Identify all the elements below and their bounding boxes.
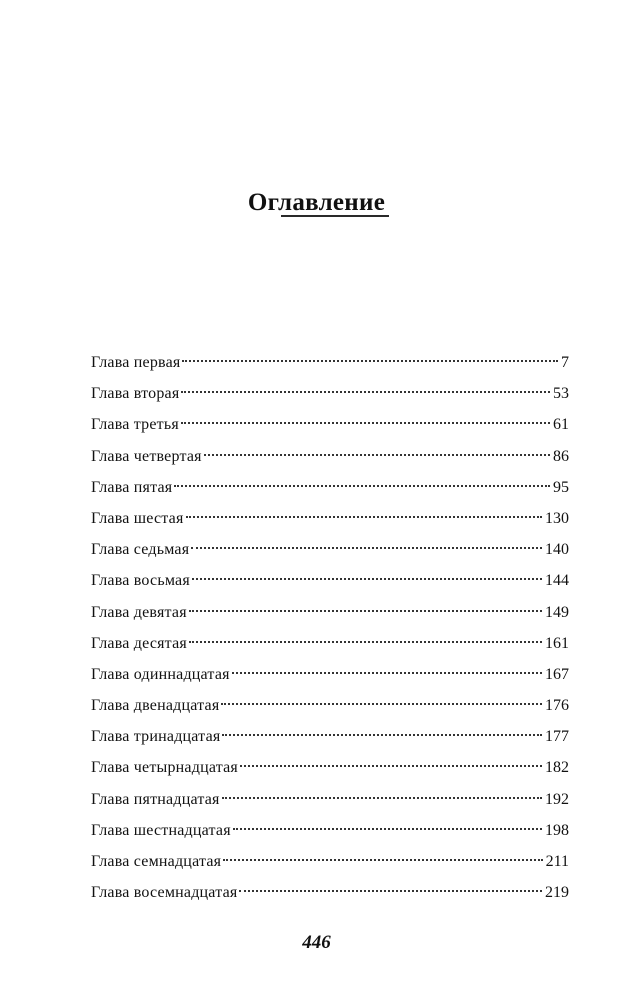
toc-entry-4[interactable] <box>91 441 569 472</box>
toc-entry-page-number: 177 <box>545 728 569 746</box>
toc-entry-page-number: 61 <box>553 416 569 434</box>
page-number: 446 <box>302 932 331 953</box>
table-of-contents <box>91 347 569 908</box>
dot-leader <box>239 890 542 892</box>
toc-entry-page-number: 149 <box>545 603 569 621</box>
toc-entry-page-number: 198 <box>545 821 569 839</box>
toc-entry-11[interactable] <box>91 659 569 690</box>
toc-entry-label: Глава шестнадцатая <box>91 821 231 839</box>
toc-entry-13[interactable] <box>91 721 569 752</box>
toc-entry-5[interactable] <box>91 472 569 503</box>
dot-leader <box>186 516 542 518</box>
toc-entry-1[interactable] <box>91 347 569 378</box>
toc-entry-15[interactable] <box>91 784 569 815</box>
dot-leader <box>222 797 542 799</box>
toc-entry-label: Глава первая <box>91 354 181 371</box>
toc-entry-label: Глава четвертая <box>91 447 202 465</box>
dot-leader <box>181 422 550 424</box>
dot-leader <box>240 765 542 767</box>
dot-leader <box>189 610 542 612</box>
toc-entry-label: Глава восьмая <box>91 572 190 590</box>
toc-entry-18[interactable] <box>91 877 569 908</box>
toc-entry-page-number: 7 <box>561 354 569 371</box>
toc-entry-label: Глава седьмая <box>91 541 190 559</box>
dot-leader <box>221 703 542 705</box>
toc-entry-label: Глава четырнадцатая <box>91 759 238 777</box>
toc-entry-label: Глава третья <box>91 416 179 434</box>
toc-entry-page-number: 53 <box>553 385 569 403</box>
dot-leader <box>181 391 550 393</box>
toc-entry-page-number: 176 <box>545 697 569 715</box>
toc-entry-page-number: 140 <box>545 541 569 559</box>
toc-entry-9[interactable] <box>91 597 569 628</box>
toc-entry-page-number: 95 <box>553 478 569 496</box>
toc-entry-3[interactable] <box>91 409 569 440</box>
toc-entry-page-number: 182 <box>545 759 569 777</box>
toc-entry-page-number: 192 <box>545 790 569 808</box>
toc-entry-page-number: 211 <box>545 853 569 870</box>
toc-entry-8[interactable] <box>91 565 569 596</box>
toc-entry-label: Глава пятая <box>91 478 173 496</box>
toc-entry-page-number: 219 <box>545 884 569 902</box>
toc-entry-12[interactable] <box>91 690 569 721</box>
dot-leader <box>192 578 542 580</box>
toc-entry-7[interactable] <box>91 534 569 565</box>
dot-leader <box>204 454 550 456</box>
toc-entry-page-number: 144 <box>545 572 569 590</box>
dot-leader <box>232 672 542 674</box>
toc-entry-page-number: 161 <box>545 634 569 652</box>
toc-entry-label: Глава семнадцатая <box>91 853 222 870</box>
toc-entry-label: Глава вторая <box>91 385 180 403</box>
toc-entry-label: Глава восемнадцатая <box>91 884 238 902</box>
dot-leader <box>191 547 542 549</box>
toc-entry-14[interactable] <box>91 752 569 783</box>
dot-leader <box>174 485 550 487</box>
dot-leader <box>233 828 542 830</box>
dot-leader <box>222 734 542 736</box>
dot-leader <box>223 859 542 861</box>
toc-entry-16[interactable] <box>91 815 569 846</box>
toc-entry-page-number: 167 <box>545 665 569 683</box>
toc-entry-10[interactable] <box>91 628 569 659</box>
dot-leader <box>182 360 558 362</box>
toc-entry-page-number: 86 <box>553 447 569 465</box>
toc-entry-2[interactable] <box>91 378 569 409</box>
toc-entry-label: Глава десятая <box>91 634 187 652</box>
toc-entry-6[interactable] <box>91 503 569 534</box>
page-title: Оглавление <box>247 188 386 216</box>
toc-entry-label: Глава пятнадцатая <box>91 790 220 808</box>
toc-entry-page-number: 130 <box>545 509 569 527</box>
toc-entry-17[interactable] <box>91 846 569 877</box>
dot-leader <box>189 641 542 643</box>
toc-entry-label: Глава одиннадцатая <box>91 665 230 683</box>
title-underline-divider <box>281 215 389 217</box>
toc-entry-label: Глава двенадцатая <box>91 697 220 715</box>
toc-entry-label: Глава шестая <box>91 509 184 527</box>
toc-entry-label: Глава девятая <box>91 603 187 621</box>
toc-entry-label: Глава тринадцатая <box>91 728 221 746</box>
